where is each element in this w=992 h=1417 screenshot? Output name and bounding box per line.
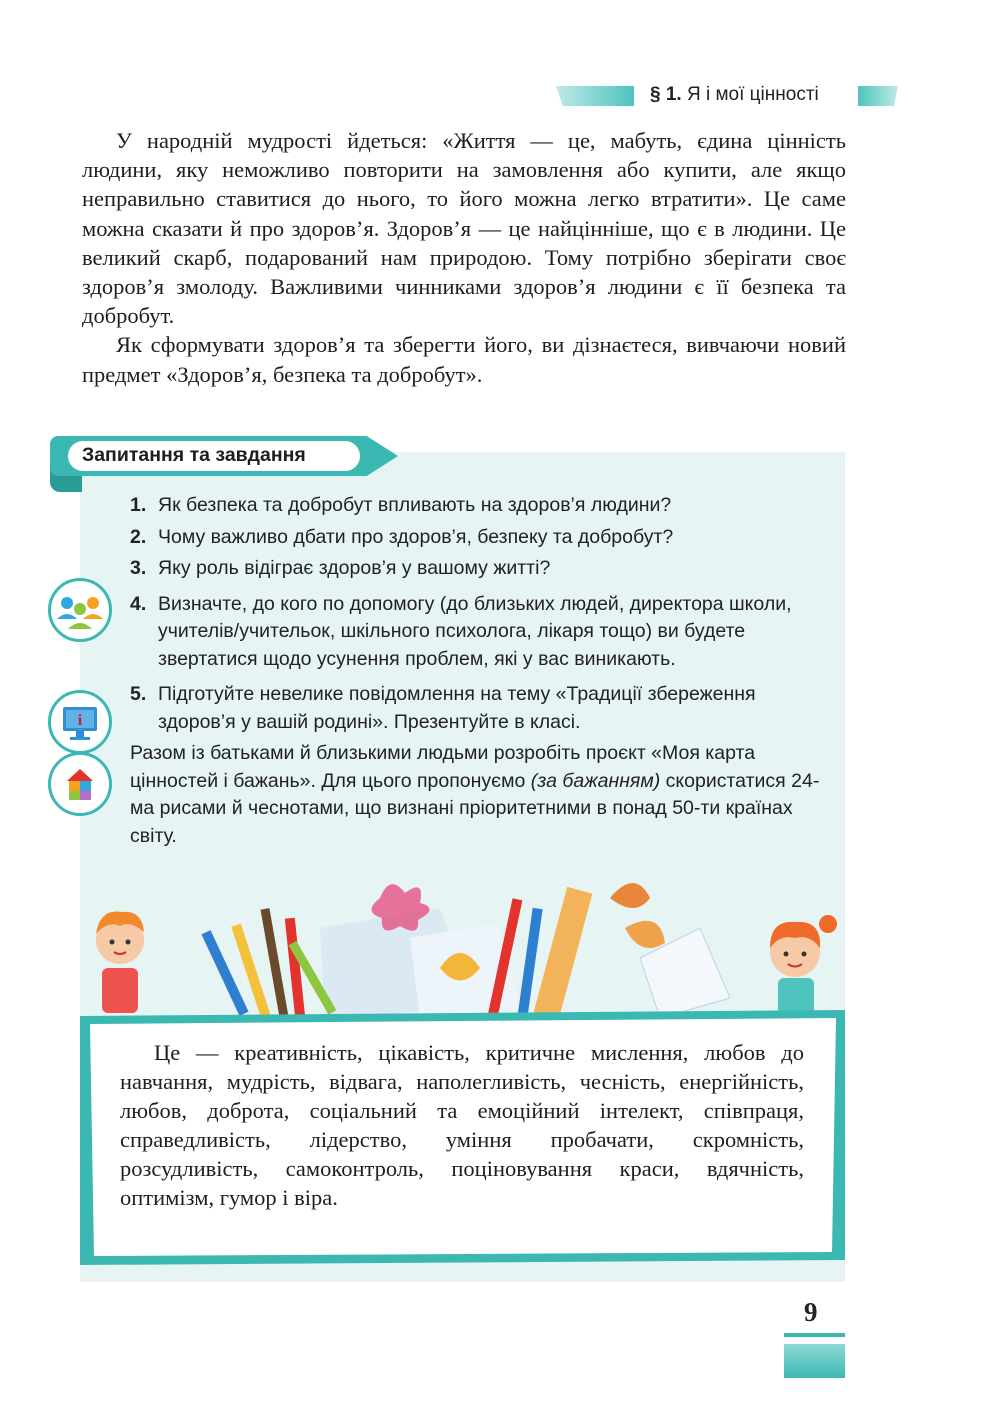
question-item — [130, 591, 820, 674]
question-item — [130, 492, 820, 520]
header-decor-right — [858, 86, 898, 106]
info-monitor-icon — [48, 690, 112, 754]
section-title — [650, 84, 819, 106]
running-header — [0, 80, 992, 112]
project-italic: (за бажанням) — [530, 769, 661, 792]
question-number: 1. — [130, 494, 147, 516]
question-text: Підготуйте невелике повідомлення на тему «Традиції збереження здоров’я у вашій родині». Презентуйте в класі. — [158, 683, 756, 733]
puzzle-house-icon — [48, 752, 112, 816]
body-paragraph: У народній мудрості йдеться: «Життя — це, мабуть, єдина цінність людини, яку неможливо повторити на замовлення або купити, але якщо неправильно ставитися до нього, то його можна легко втратити». Це саме можна сказати й про здоров’я. Здоров’я — це найцінніше, що є в людини. Це великий скарб, подарований нам природою. Тому потрібно зберігати своє здоров’я змолоду. Важливими чинниками здоров’я людини є її безпека та добробут. — [82, 128, 846, 329]
page-number: 9 — [804, 1297, 818, 1327]
question-item — [130, 681, 820, 736]
question-number: 3. — [130, 557, 147, 579]
values-text — [120, 1038, 804, 1212]
question-text: Визначте, до кого по допомогу (до близьких людей, директора школи, учителів/учительок, шкільного психолога, лікаря тощо) ви будете звертатися щодо усунення проблем, які у вас виникають. — [158, 592, 792, 670]
project-text-before: Разом із батьками й близькими людьми розробіть проєкт «Моя карта цінностей і бажань». Для цього пропонуємо — [130, 742, 756, 792]
section-mark: § 1. — [650, 84, 682, 105]
question-item — [130, 524, 820, 552]
page-number-block — [784, 1344, 845, 1378]
page-number-rule — [784, 1333, 845, 1337]
question-text: Чому важливо дбати про здоров’я, безпеку та добробут? — [158, 525, 674, 548]
header-decor-left — [556, 86, 634, 106]
questions-list — [130, 492, 820, 850]
question-number: 4. — [130, 592, 147, 615]
section-title-text: Я і мої цінності — [686, 84, 819, 105]
svg-text:i: i — [77, 712, 83, 729]
illustration-kids-supplies — [80, 868, 845, 1018]
body-text — [82, 126, 846, 389]
question-number: 2. — [130, 525, 147, 548]
team-icon — [48, 578, 112, 642]
project-task — [130, 740, 820, 850]
question-text: Яку роль відіграє здоров’я у вашому житті? — [158, 557, 551, 579]
body-paragraph: Як сформувати здоров’я та зберегти його, ви дізнаєтеся, вивчаючи новий предмет «Здоров’я, безпека та добробут». — [82, 332, 846, 387]
questions-heading-tab — [50, 436, 398, 492]
values-paragraph: Це — креативність, цікавість, критичне мислення, любов до навчання, мудрість, відвага, наполегливість, чесність, енергійність, любов, доброта, соціальний та емоційний інтелект, співпраця, справедливість, лідерство, уміння пробачати, скромність, розсудливість, самоконтроль, поціновування краси, вдячність, оптимізм, гумор і віра. — [120, 1040, 804, 1210]
project-text-after: скористатися 24-ма рисами й чеснотами, що визнані пріоритетними в понад 50-ти країнах світу. — [130, 769, 820, 847]
question-text: Як безпека та добробут впливають на здоров’я людини? — [158, 494, 672, 516]
question-item — [130, 555, 820, 583]
tab-pill — [68, 441, 412, 471]
questions-heading: Запитання та завдання — [82, 444, 306, 466]
question-number: 5. — [130, 683, 147, 705]
